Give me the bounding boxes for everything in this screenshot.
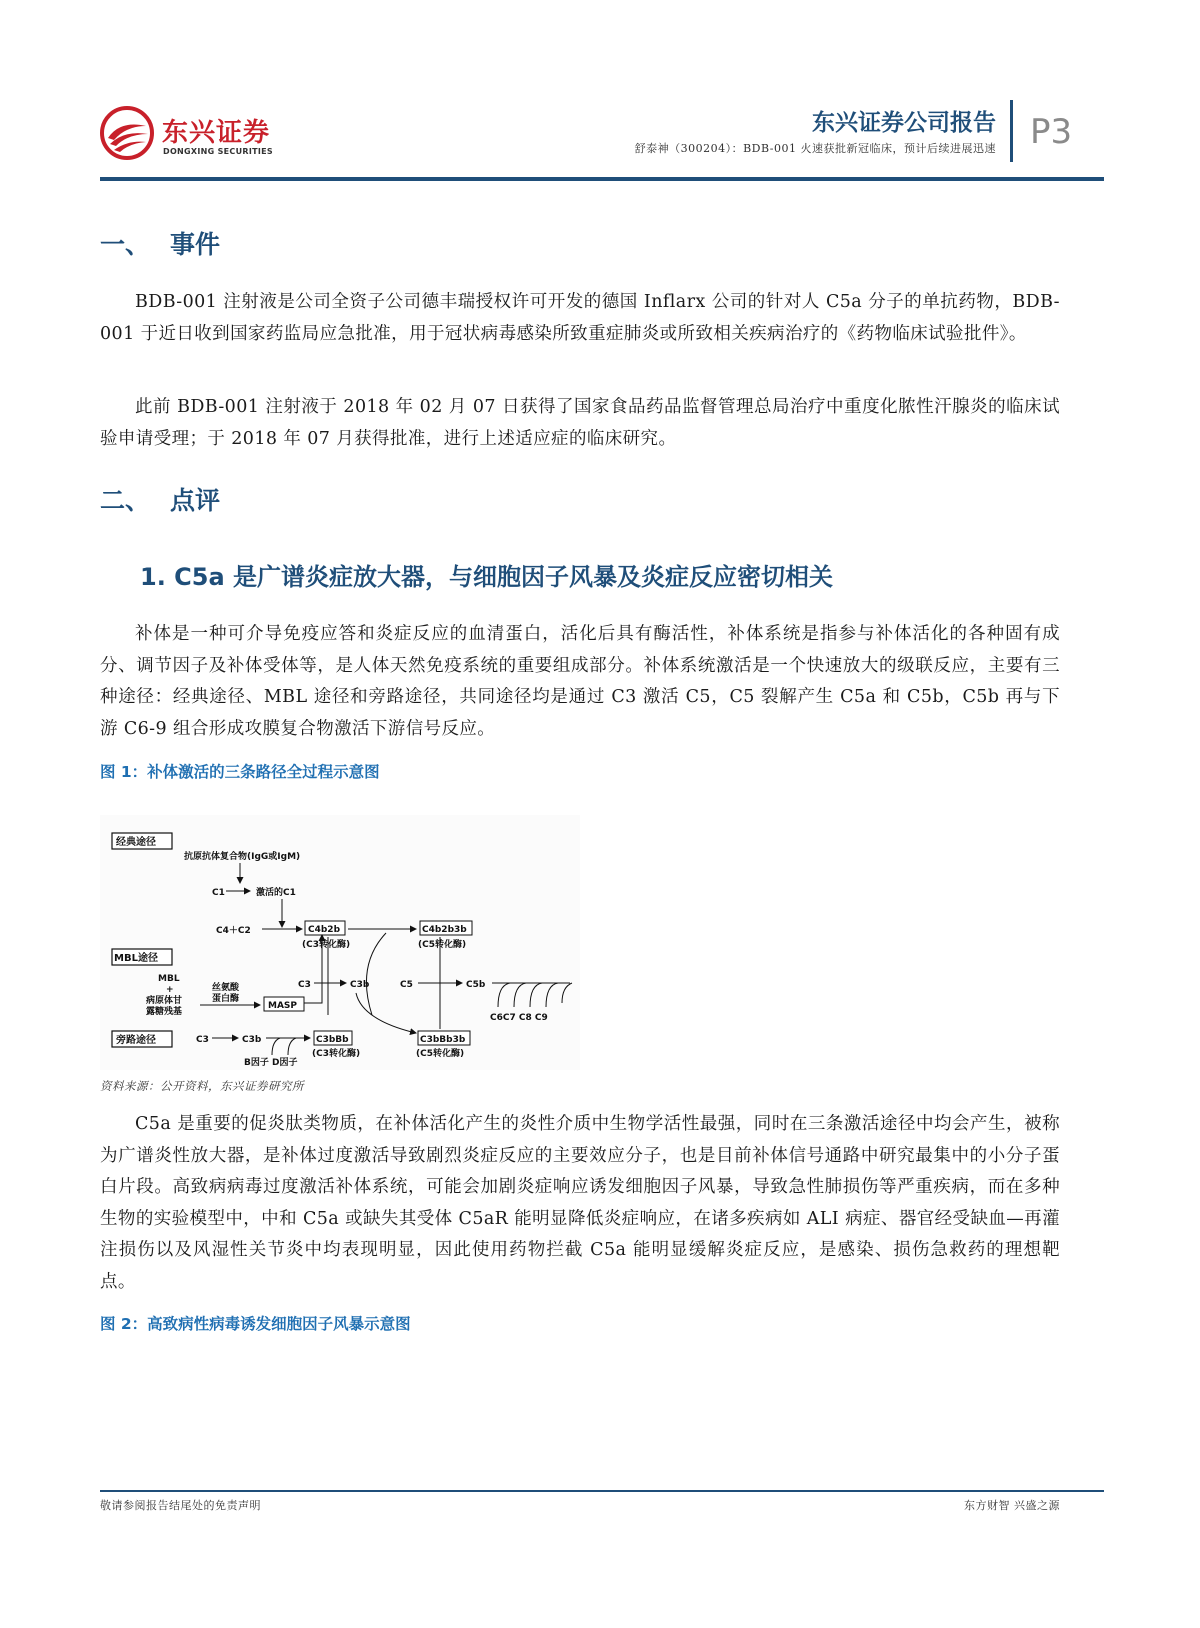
brand-name: 东兴证券 — [162, 118, 271, 148]
c3-convertase-text-1: (C3转化酶) — [302, 940, 351, 950]
header-divider — [1010, 100, 1013, 162]
antigen-antibody-text: 抗原抗体复合物(IgG或IgM) — [184, 852, 301, 862]
section-number: 二、 — [100, 486, 151, 515]
plus-text: + — [166, 985, 174, 995]
c4b2b-text: C4b2b — [308, 925, 341, 935]
c3bbb-text: C3bBb — [316, 1035, 349, 1045]
footer-disclaimer: 敬请参阅报告结尾处的免责声明 — [100, 1499, 261, 1512]
subsection-heading: 1. C5a 是广谱炎症放大器，与细胞因子风暴及炎症反应密切相关 — [140, 563, 834, 591]
alt-label: 旁路途径 — [116, 1035, 156, 1046]
figure1-title: 图 1：补体激活的三条路径全过程示意图 — [100, 763, 380, 781]
section-heading-event — [100, 225, 220, 261]
page-header — [100, 100, 1100, 180]
c5-convertase-text-2: (C5转化酶) — [416, 1049, 465, 1059]
section-title: 点评 — [170, 486, 221, 515]
c4b2b3b-text: C4b2b3b — [422, 925, 467, 935]
complement-pathway-diagram — [100, 815, 580, 1070]
report-title: 东兴证券公司报告 — [812, 110, 996, 136]
serine-line2: 蛋白酶 — [212, 994, 240, 1004]
footer-rule — [100, 1490, 1104, 1492]
section-number: 一、 — [100, 230, 151, 259]
page-number: P3 — [1030, 112, 1073, 152]
serine-line1: 丝氨酸 — [212, 983, 240, 993]
c5-text: C5 — [400, 980, 413, 990]
mbl-text: MBL — [158, 974, 180, 984]
pathogen-line1: 病原体甘 — [146, 996, 183, 1006]
report-subtitle: 舒泰神（300204）：BDB-001 火速获批新冠临床，预计后续进展迅速 — [634, 142, 996, 155]
c3b-text-1: C3b — [350, 980, 370, 990]
brand-name-en: DONGXING SECURITIES — [163, 147, 273, 156]
pathway-svg — [100, 815, 580, 1070]
pathogen-line2: 露糖残基 — [146, 1007, 183, 1017]
figure1-source: 资料来源：公开资料，东兴证券研究所 — [100, 1079, 304, 1093]
header-rule — [100, 177, 1104, 181]
c3-text-2: C3 — [196, 1035, 209, 1045]
figure2-title: 图 2：高致病性病毒诱发细胞因子风暴示意图 — [100, 1315, 411, 1333]
c3-text-1: C3 — [298, 980, 311, 990]
classical-label: 经典途径 — [116, 837, 156, 848]
brand-logo-icon — [100, 106, 154, 160]
c6-c9-text: C6C7 C8 C9 — [490, 1013, 548, 1023]
brand-logo — [100, 106, 290, 164]
paragraph-event-2: 此前 BDB-001 注射液于 2018 年 02 月 07 日获得了国家食品药品监督管理总局治疗中重度化脓性汗腺炎的临床试验申请受理；于 2018 年 07 月获得批准，进行上述适应症的临床研究。 — [100, 397, 1060, 449]
mbl-label: MBL途径 — [114, 953, 158, 964]
c5b-text: C5b — [466, 980, 486, 990]
c5-convertase-text-1: (C5转化酶) — [418, 940, 467, 950]
section-heading-review — [100, 481, 220, 517]
c3b-text-2: C3b — [242, 1035, 262, 1045]
c3bbb3b-text: C3bBb3b — [420, 1035, 466, 1045]
masp-text: MASP — [268, 1001, 297, 1011]
c4c2-text: C4＋C2 — [216, 926, 251, 936]
section-title: 事件 — [170, 230, 221, 259]
activated-c1-text: 激活的C1 — [256, 888, 296, 898]
footer-slogan: 东方财智 兴盛之源 — [964, 1499, 1060, 1512]
c3-convertase-text-2: (C3转化酶) — [312, 1049, 361, 1059]
paragraph-c5a: C5a 是重要的促炎肽类物质，在补体活化产生的炎性介质中生物学活性最强，同时在三条激活途径中均会产生，被称为广谱炎性放大器，是补体过度激活导致剧烈炎症反应的主要效应分子，也是目前补体信号通路中研究最集中的小分子蛋白片段。高致病病毒过度激活补体系统，可能会加剧炎症响应诱发细胞因子风暴，导致急性肺损伤等严重疾病，而在多种生物的实验模型中，中和 C5a 或缺失其受体 C5aR 能明显降低炎症响应，在诸多疾病如 ALI 病症、器官经受缺血—再灌注损伤以及风湿性关节炎中均表现明显，因此使用药物拦截 C5a 能明显缓解炎症反应，是感染、损伤急救药的理想靶点。 — [100, 1114, 1060, 1292]
c1-text: C1 — [212, 888, 225, 898]
paragraph-event-1: BDB-001 注射液是公司全资子公司德丰瑞授权许可开发的德国 Inflarx 公司的针对人 C5a 分子的单抗药物，BDB-001 于近日收到国家药监局应急批准，用于冠状病毒感染所致重症肺炎或所致相关疾病治疗的《药物临床试验批件》。 — [100, 292, 1060, 344]
factor-b-d-text: B因子 D因子 — [244, 1058, 298, 1068]
paragraph-complement: 补体是一种可介导免疫应答和炎症反应的血清蛋白，活化后具有酶活性，补体系统是指参与补体活化的各种固有成分、调节因子及补体受体等，是人体天然免疫系统的重要组成部分。补体系统激活是一个快速放大的级联反应，主要有三种途径：经典途径、MBL 途径和旁路途径，共同途径均是通过 C3 激活 C5，C5 裂解产生 C5a 和 C5b，C5b 再与下游 C6-9 组合形成攻膜复合物激活下游信号反应。 — [100, 624, 1060, 739]
